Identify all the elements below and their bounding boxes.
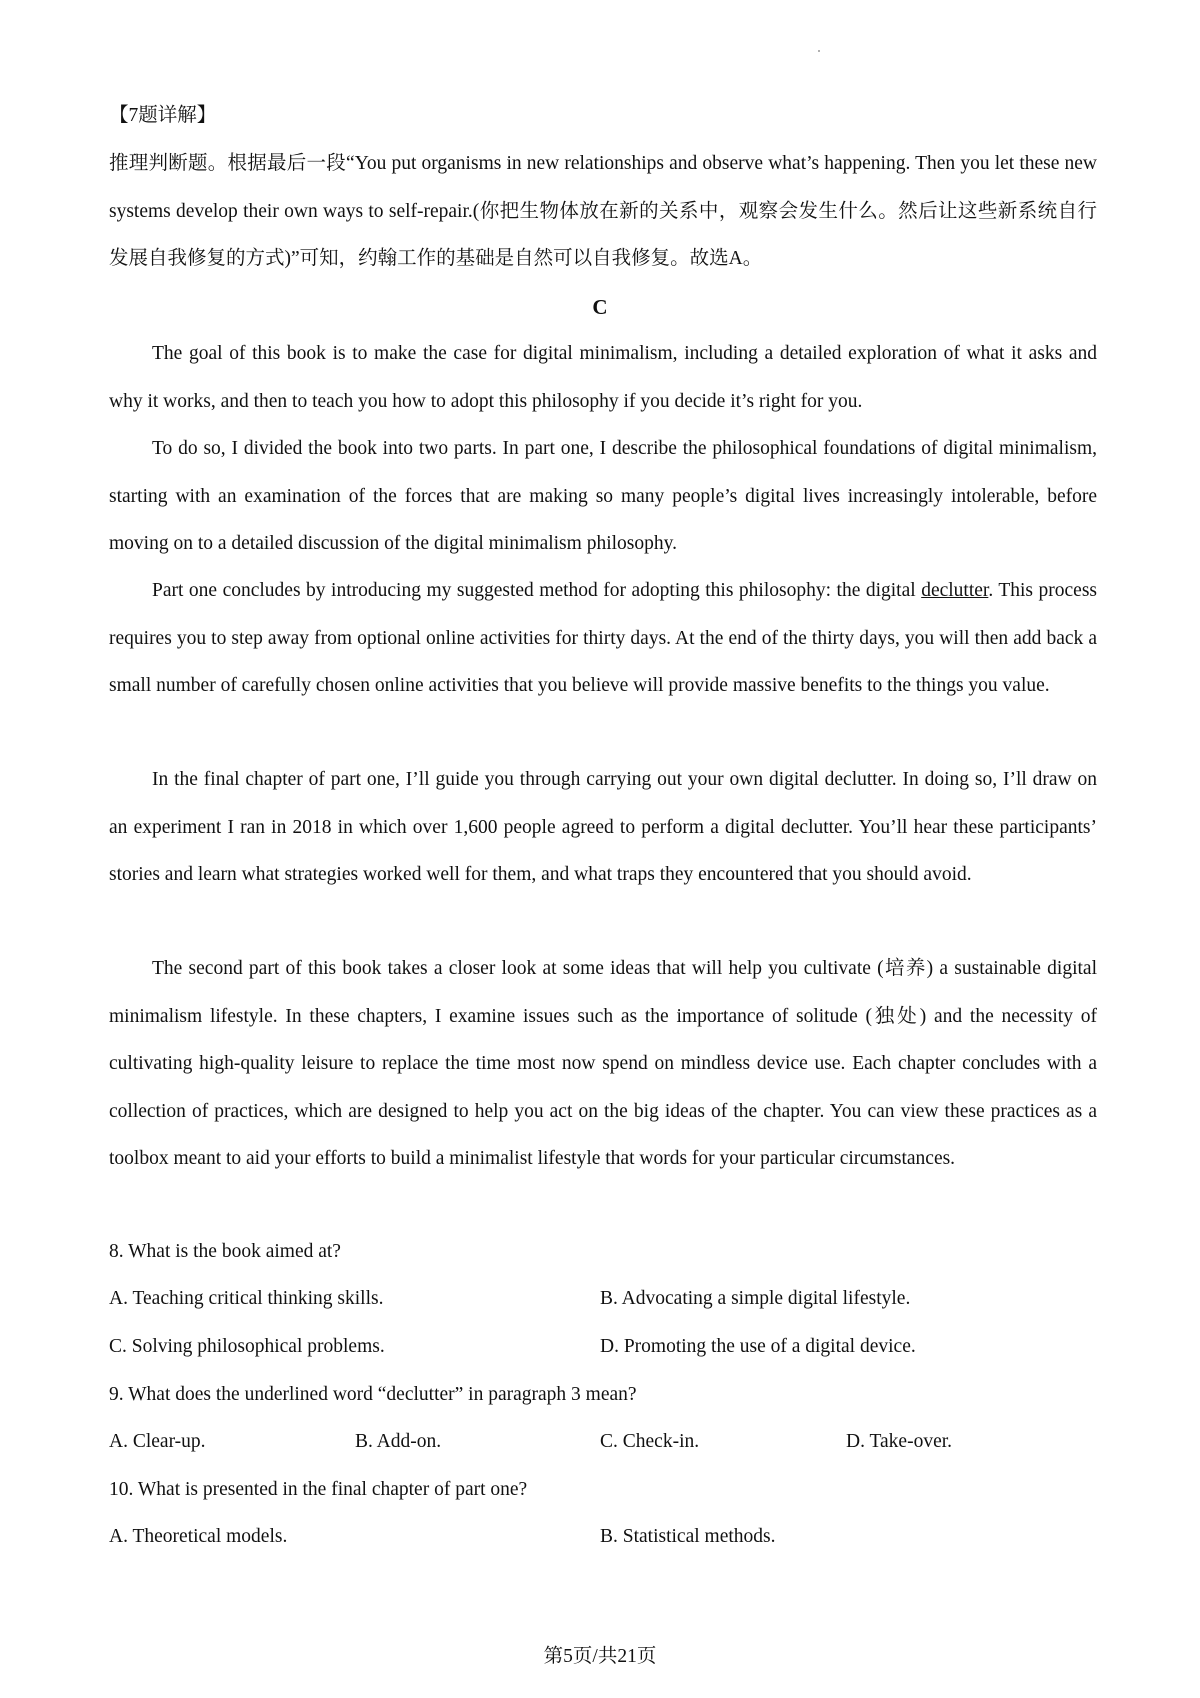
paragraph-3-text-before: Part one concludes by introducing my suggested method for adopting this philosophy: the digital xyxy=(152,580,922,601)
question-8-stem: 8. What is the book aimed at? xyxy=(109,1241,341,1262)
question-10-option-b: B. Statistical methods. xyxy=(600,1526,776,1547)
question-9-option-b: B. Add-on. xyxy=(355,1431,442,1452)
underlined-word-declutter: declutter xyxy=(921,580,989,601)
page-number-footer: 第5页/共21页 xyxy=(543,1646,657,1667)
passage-paragraph-1: The goal of this book is to make the case for digital minimalism, including a detailed exploration of what it asks and why it works, and then to teach you how to adopt this philosophy if you decide it’s right for you. xyxy=(109,343,1097,412)
section-title: C xyxy=(592,295,608,319)
question-8-option-c: C. Solving philosophical problems. xyxy=(109,1336,385,1357)
question-9-option-c: C. Check-in. xyxy=(600,1431,700,1452)
explanation-heading: 【7题详解】 xyxy=(109,105,217,126)
question-8-option-b: B. Advocating a simple digital lifestyle. xyxy=(600,1288,911,1309)
passage-paragraph-4: In the final chapter of part one, I’ll guide you through carrying out your own digital declutter. In doing so, I’ll draw on an experiment I ran in 2018 in which over 1,600 people agreed to perform a digital declutter. You’ll hear these participants’ stories and learn what strategies worked well for them, and what traps they encountered that you should avoid. xyxy=(109,769,1097,885)
passage-paragraph-5: The second part of this book takes a closer look at some ideas that will help you cultivate (培养) a sustainable digital minimalism lifestyle. In these chapters, I examine issues such as the importance of solitude (独处) and the necessity of cultivating high-quality leisure to replace the time most now spend on mindless device use. Each chapter concludes with a collection of practices, which are designed to help you act on the big ideas of the chapter. You can view these practices as a toolbox meant to aid your efforts to build a minimalist lifestyle that words for your particular circumstances. xyxy=(109,958,1097,1169)
passage-paragraph-2: To do so, I divided the book into two parts. In part one, I describe the philosophical foundations of digital minimalism, starting with an examination of the forces that are making so many people’s digital lives increasingly intolerable, before moving on to a detailed discussion of the digital minimalism philosophy. xyxy=(109,438,1097,554)
question-10-stem: 10. What is presented in the final chapter of part one? xyxy=(109,1479,528,1500)
paragraph-3-text-after: . This process requires you to step away from optional online activities for thirty days. At the end of the thirty days, you will then add back a small number of carefully chosen online activities that you believe will provide massive benefits to the things you value. xyxy=(109,580,1098,696)
explanation-text: 推理判断题。根据最后一段“You put organisms in new relationships and observe what’s happening. Then you let these new systems develop their own ways to self-repair.(你把生物体放在新的关系中，观察会发生什么。然后让这些新系统自行发展自我修复的方式)”可知，约翰工作的基础是自然可以自我修复。故选A。 xyxy=(109,153,1097,269)
passage-paragraph-3 xyxy=(109,567,1097,710)
question-9-option-a: A. Clear-up. xyxy=(109,1431,206,1452)
question-8-option-a: A. Teaching critical thinking skills. xyxy=(109,1288,384,1309)
question-9-option-d: D. Take-over. xyxy=(846,1431,953,1452)
question-8-option-d: D. Promoting the use of a digital device. xyxy=(600,1336,916,1357)
question-9-stem: 9. What does the underlined word “declutter” in paragraph 3 mean? xyxy=(109,1384,637,1405)
scan-speck xyxy=(818,50,820,52)
question-10-option-a: A. Theoretical models. xyxy=(109,1526,288,1547)
